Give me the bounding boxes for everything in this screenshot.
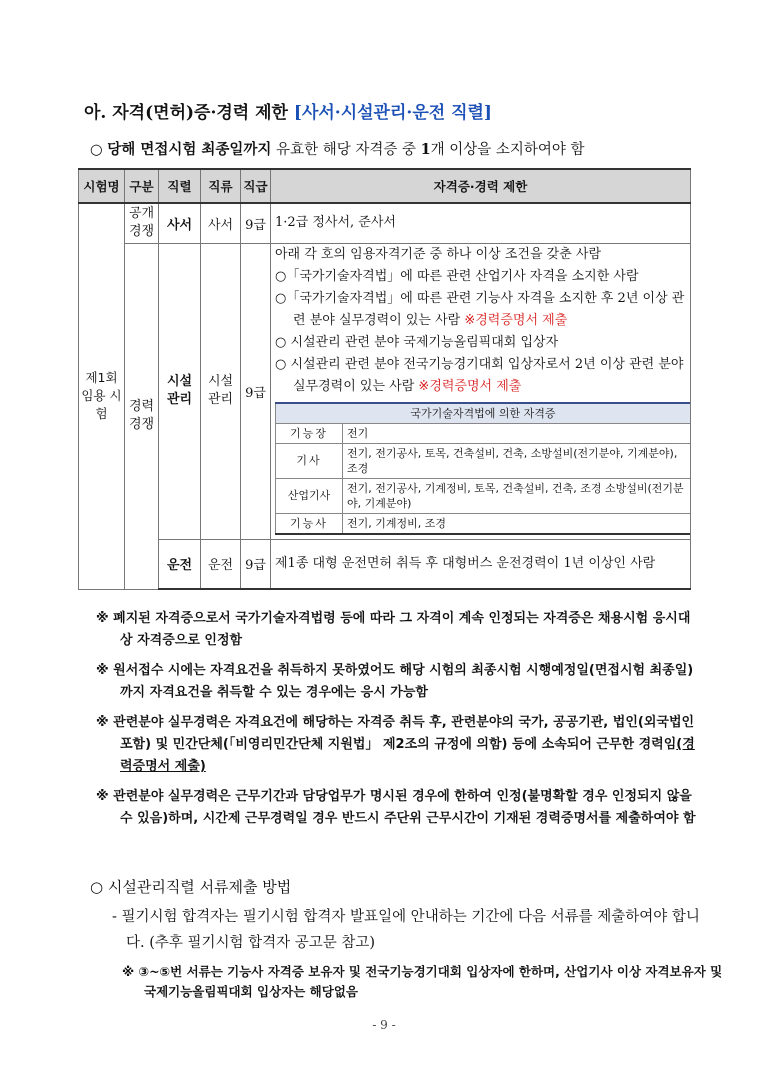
table-row — [276, 423, 691, 443]
cert-value: 전기 — [343, 423, 691, 443]
header-exam: 시험명 — [79, 169, 125, 203]
grade-driver: 9급 — [245, 558, 266, 574]
cert-label: 기능사 — [276, 513, 343, 534]
section-heading — [84, 98, 492, 123]
qualification-table — [78, 168, 691, 590]
header-requirement: 자격증·경력 제한 — [271, 169, 691, 203]
submission-paragraph: - 필기시험 합격자는 필기시험 합격자 발표일에 안내하는 기간에 다음 서류를 제출하여야 합니다. (추후 필기시험 합격자 공고문 참고) — [112, 909, 700, 951]
grade-cell — [241, 539, 271, 589]
section-heading-prefix: 아. 자격(면허)증·경력 제한 — [84, 103, 294, 123]
note-item — [96, 608, 696, 652]
requirement-cell — [271, 243, 691, 539]
note-mark: ※ — [96, 715, 109, 730]
certificate-table-title: 국가기술자격법에 의한 자격증 — [276, 403, 691, 424]
grade-librarian: 9급 — [245, 217, 266, 233]
certificate-table — [275, 402, 691, 535]
header-type: 구분 — [125, 169, 159, 203]
type-open: 공개 경쟁 — [128, 206, 155, 240]
series-cell — [159, 203, 201, 243]
requirement-cell — [271, 203, 691, 243]
career-certificate-note: ※경력증명서 제출 — [464, 312, 568, 328]
type-cell — [125, 243, 159, 589]
notes-section — [96, 608, 696, 838]
bullet-text: 유효한 해당 자격증 중 — [271, 142, 421, 158]
grade-cell — [241, 243, 271, 539]
series-cell — [159, 243, 201, 539]
cert-label: 기능장 — [276, 423, 343, 443]
cert-value: 전기, 전기공사, 토목, 건축설비, 건축, 소방설비(전기분야, 기계분야), 조경 — [343, 443, 691, 478]
requirement-item: ○ 시설관리 관련 분야 국제기능올림픽대회 입상자 — [275, 334, 559, 350]
requirement-driver: 제1종 대형 운전면허 취득 후 대형버스 운전경력이 1년 이상인 사람 — [275, 555, 656, 571]
note-text: 관련분야 실무경력은 자격요건에 해당하는 자격증 취득 후, 관련분야의 국가, 공공기관, 법인(외국법인 포함) 및 민간단체(「비영리민간단체 지원법」 제2조의 규정에 의함) 등에 소속되어 근무한 경력임 — [113, 715, 695, 752]
requirement-item — [275, 354, 686, 398]
table-row — [79, 539, 691, 589]
table-row — [276, 443, 691, 478]
note-mark: ※ — [96, 611, 109, 626]
bullet-mark: ○ — [90, 142, 103, 158]
series-driver: 운전 — [166, 558, 193, 574]
eligibility-bullet — [90, 138, 585, 159]
type-cell — [125, 203, 159, 243]
cert-value: 전기, 전기공사, 기계정비, 토목, 건축설비, 건축, 조경 소방설비(전기분야, 기계분야) — [343, 478, 691, 513]
note-item — [96, 712, 696, 778]
exam-name: 제1회 임용 시험 — [81, 370, 122, 422]
grade-cell — [241, 203, 271, 243]
career-certificate-note: ※경력증명서 제출 — [418, 378, 522, 394]
note-text: 폐지된 자격증으로서 국가기술자격법령 등에 따라 그 자격이 계속 인정되는 자격증은 채용시험 응시대상 자격증으로 인정함 — [113, 611, 691, 648]
bullet-bold-text: 당해 면접시험 최종일까지 — [107, 142, 272, 158]
class-facility: 시설 관리 — [207, 374, 234, 407]
table-row — [79, 243, 691, 539]
requirement-item-text: ○「국가기술자격법」에 따른 관련 기능사 자격을 소지한 후 2년 이상 관련 분야 실무경력이 있는 사람 — [275, 290, 685, 328]
table-row — [276, 478, 691, 513]
table-header-row — [79, 169, 691, 203]
grade-facility: 9급 — [245, 385, 266, 401]
note-text: 원서접수 시에는 자격요건을 취득하지 못하였어도 해당 시험의 최종시험 시행예정일(면접시험 최종일)까지 자격요건을 취득할 수 있는 경우에는 응시 가능함 — [113, 663, 694, 700]
note-underlined: (경력증명서 제출) — [120, 737, 695, 774]
requirement-cell — [271, 539, 691, 589]
requirement-item: ○「국가기술자격법」에 따른 관련 산업기사 자격을 소지한 사람 — [275, 268, 639, 284]
series-cell — [159, 539, 201, 589]
requirement-item — [275, 288, 686, 332]
header-series: 직렬 — [159, 169, 201, 203]
cert-value: 전기, 기계정비, 조경 — [343, 513, 691, 534]
requirement-item-text: ○ 시설관리 관련 분야 전국기능경기대회 입상자로서 2년 이상 관련 분야 실무경력이 있는 사람 — [275, 356, 684, 394]
note-item — [96, 786, 696, 830]
series-facility: 시설 관리 — [166, 374, 193, 407]
note-mark: ※ — [96, 663, 109, 678]
section-heading-series: [사서·시설관리·운전 직렬] — [293, 103, 492, 123]
requirement-librarian: 1·2급 정사서, 준사서 — [275, 215, 396, 231]
cert-label: 산업기사 — [276, 478, 343, 513]
class-cell — [201, 539, 241, 589]
note-text: 관련분야 실무경력은 근무기간과 담당업무가 명시된 경우에 한하여 인정(불명확할 경우 인정되지 않을 수 있음)하며, 시간제 근무경력일 경우 반드시 주단위 근무시간이 기재된 경력증명서를 제출하여야 함 — [113, 789, 696, 826]
series-librarian: 사서 — [166, 217, 193, 233]
note-item — [96, 660, 696, 704]
note-mark: ※ — [96, 789, 109, 804]
class-librarian: 사서 — [207, 217, 234, 233]
page-number: - 9 - — [372, 1018, 396, 1032]
type-career: 경력 경쟁 — [128, 399, 155, 432]
bullet-tail: 개 이상을 소지하여야 함 — [430, 142, 585, 158]
cert-label: 기사 — [276, 443, 343, 478]
requirement-intro: 아래 각 호의 임용자격기준 중 하나 이상 조건을 갖춘 사람 — [275, 246, 602, 262]
submission-heading: ○ 시설관리직렬 서류제출 방법 — [90, 878, 292, 896]
submission-note: ※ ③~⑤번 서류는 기능사 자격증 보유자 및 전국기능경기대회 입상자에 한하며, 산업기사 이상 자격보유자 및 국제기능올림픽대회 입상자는 해당없음 — [122, 964, 723, 999]
header-grade: 직급 — [241, 169, 271, 203]
exam-name-cell — [79, 203, 125, 589]
class-driver: 운전 — [207, 558, 234, 574]
class-cell — [201, 203, 241, 243]
bullet-count: 1 — [420, 141, 431, 158]
class-cell — [201, 243, 241, 539]
header-class: 직류 — [201, 169, 241, 203]
table-row — [276, 513, 691, 534]
table-row — [79, 203, 691, 243]
